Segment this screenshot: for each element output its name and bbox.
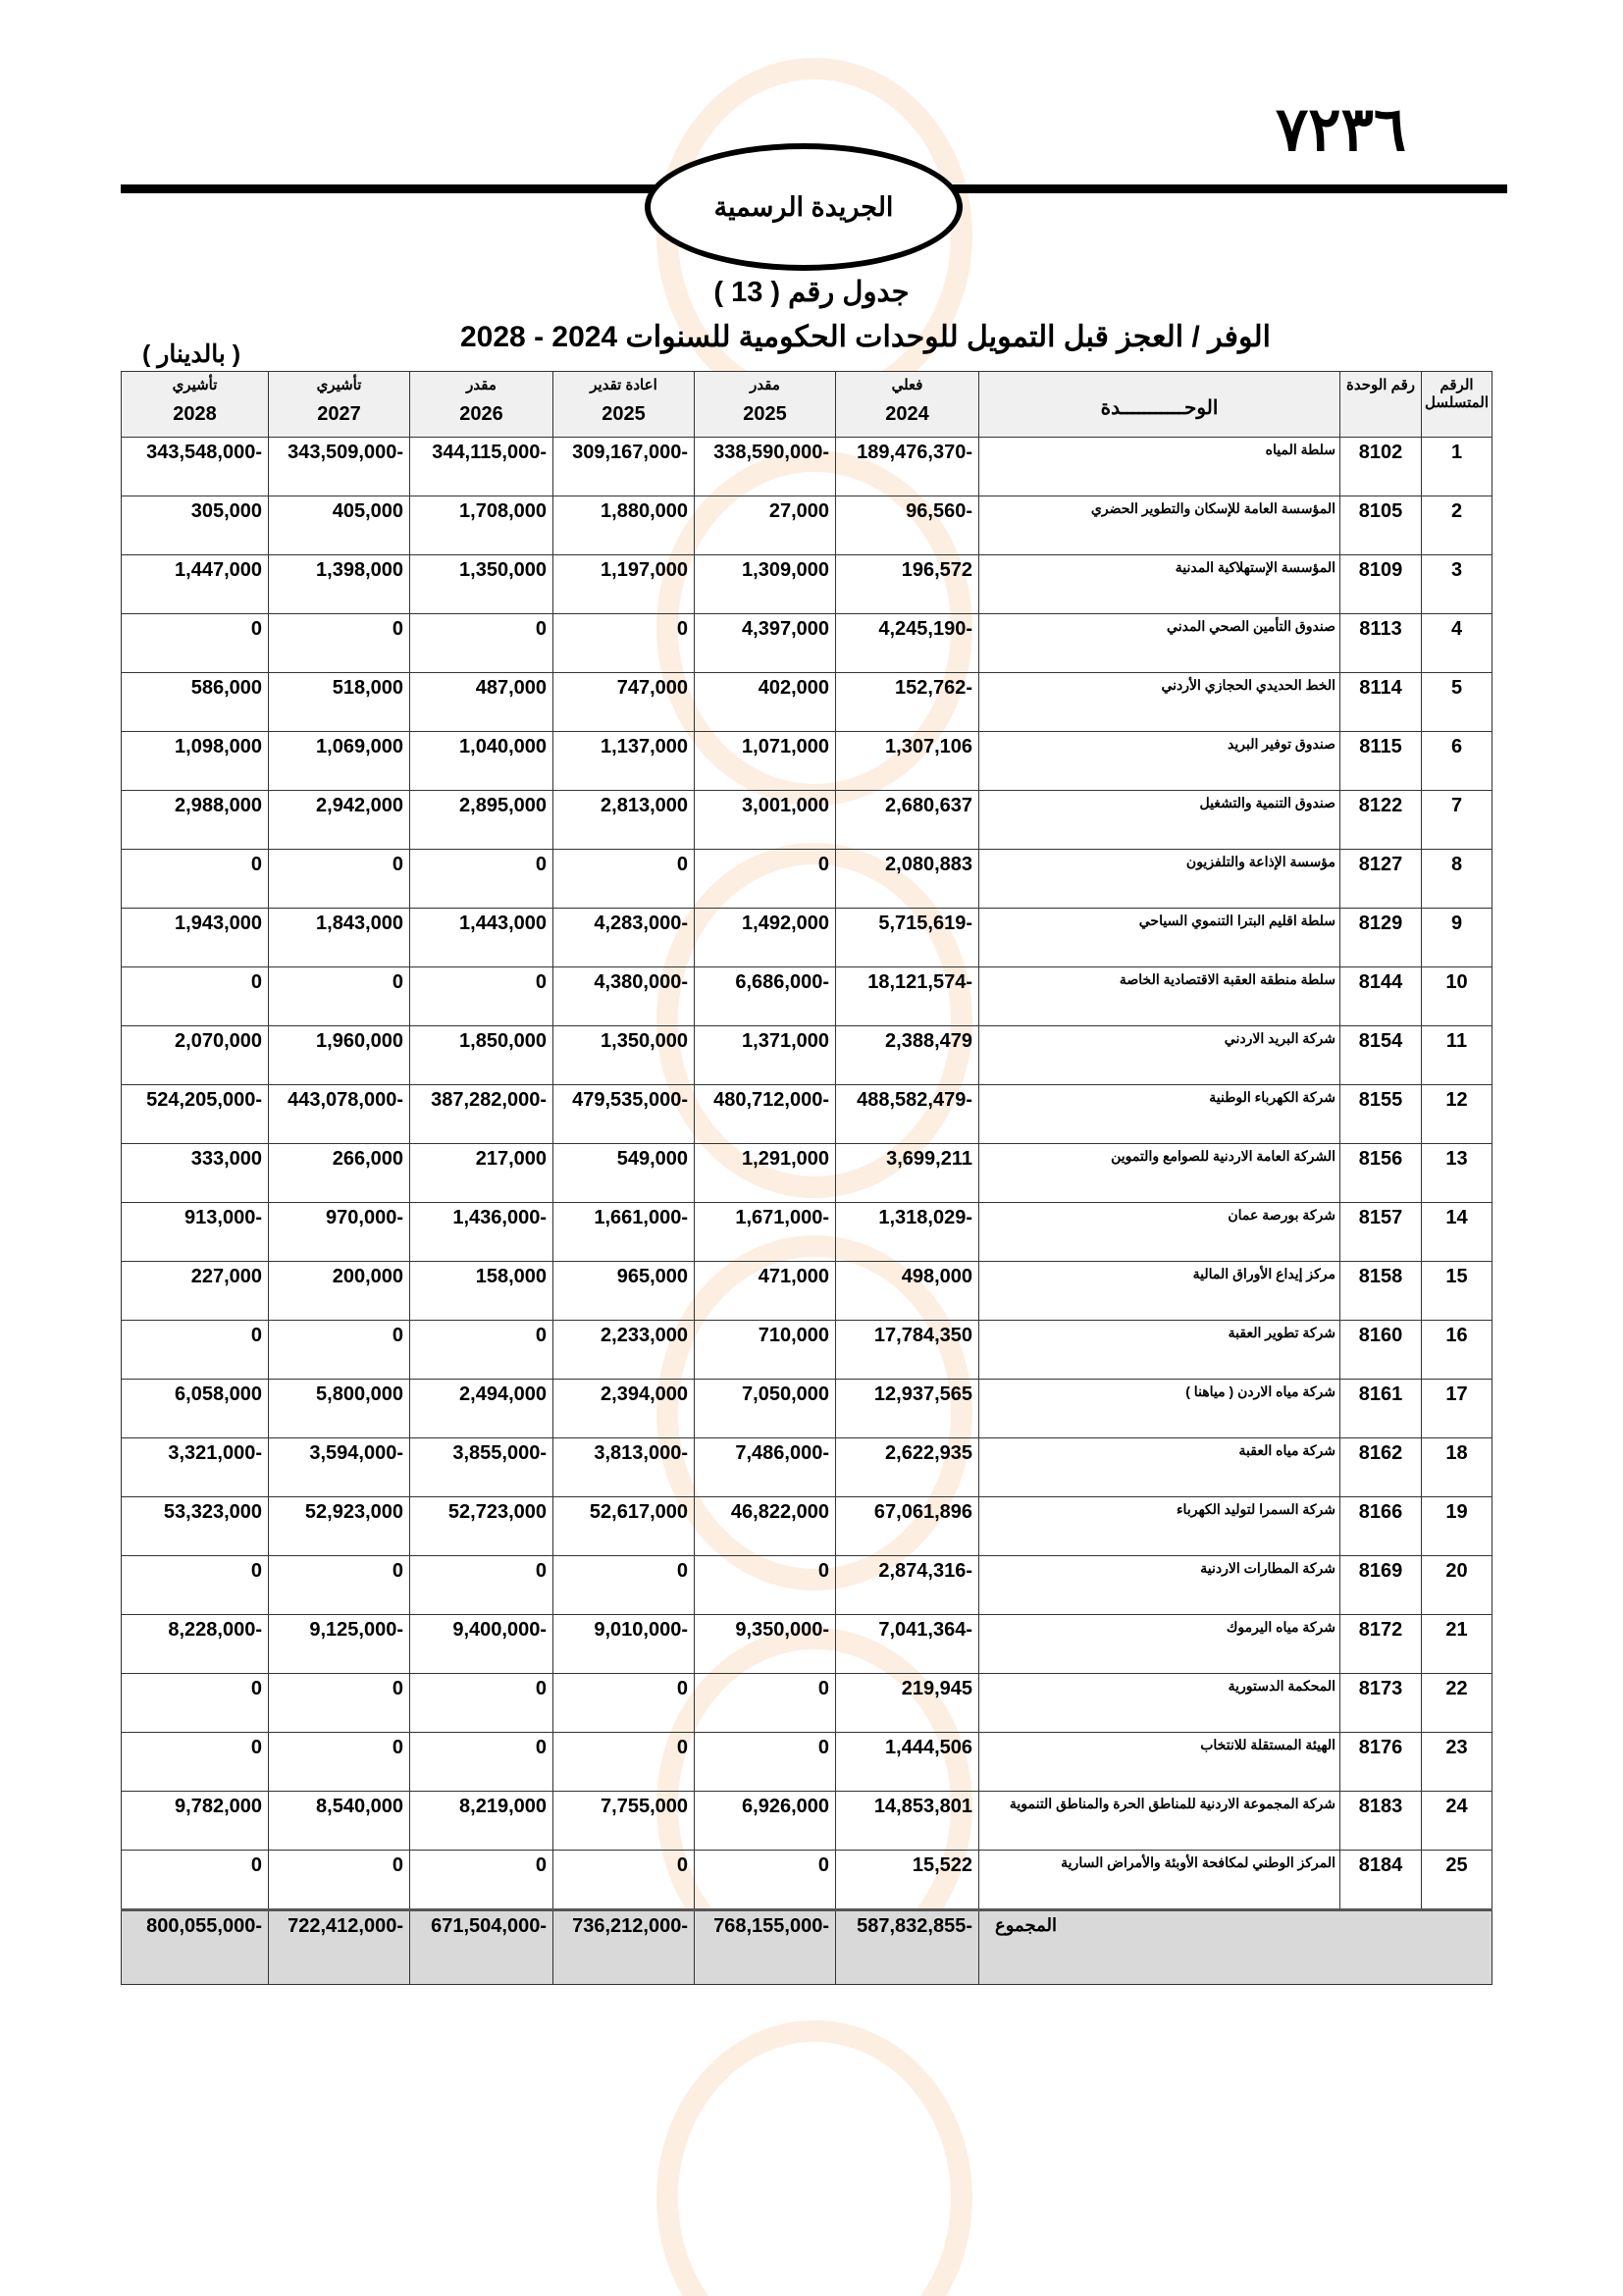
col-year: 2024 (885, 403, 929, 425)
unit-name-cell: شركة تطوير العقبة (979, 1321, 1340, 1380)
col-label: مقدر (466, 377, 497, 393)
unit-no-cell: 8161 (1340, 1380, 1422, 1438)
unit-no-cell: 8109 (1340, 555, 1422, 614)
unit-no-cell: 8156 (1340, 1144, 1422, 1203)
col-label: تأشيري (172, 377, 218, 393)
value-cell: 4,283,000- (553, 909, 695, 967)
serial-cell: 4 (1422, 614, 1492, 673)
value-cell: 52,723,000 (410, 1497, 553, 1556)
value-cell: 2,622,935 (836, 1438, 979, 1497)
value-cell: 0 (695, 1674, 836, 1733)
unit-name-cell: المحكمة الدستورية (979, 1674, 1340, 1733)
value-cell: 498,000 (836, 1262, 979, 1321)
value-cell: 0 (269, 1733, 410, 1792)
unit-name-cell: شركة المجموعة الاردنية للمناطق الحرة والمناطق التنموية (979, 1792, 1340, 1851)
total-value-cell: 736,212,000- (553, 1910, 695, 1985)
currency-note: ( بالدينار ) (142, 340, 241, 368)
table-row (122, 732, 1492, 791)
serial-cell: 15 (1422, 1262, 1492, 1321)
value-cell: 7,041,364- (836, 1615, 979, 1674)
value-cell: 387,282,000- (410, 1085, 553, 1144)
value-cell: 1,318,029- (836, 1203, 979, 1262)
table-row (122, 791, 1492, 850)
unit-no-cell: 8105 (1340, 496, 1422, 555)
value-cell: 488,582,479- (836, 1085, 979, 1144)
value-cell: 0 (269, 1321, 410, 1380)
serial-cell: 8 (1422, 850, 1492, 909)
value-cell: 1,436,000- (410, 1203, 553, 1262)
value-cell: 487,000 (410, 673, 553, 732)
value-cell: 0 (553, 850, 695, 909)
serial-cell: 21 (1422, 1615, 1492, 1674)
unit-no-cell: 8183 (1340, 1792, 1422, 1851)
value-cell: 1,843,000 (269, 909, 410, 967)
table-row (122, 1380, 1492, 1438)
value-cell: 12,937,565 (836, 1380, 979, 1438)
unit-name-cell: شركة المطارات الاردنية (979, 1556, 1340, 1615)
value-cell: 0 (410, 1674, 553, 1733)
unit-no-cell: 8166 (1340, 1497, 1422, 1556)
value-cell: 0 (269, 1674, 410, 1733)
value-cell: 0 (553, 1851, 695, 1910)
value-cell: 338,590,000- (695, 438, 836, 496)
value-cell: 6,058,000 (122, 1380, 269, 1438)
value-cell: 6,686,000- (695, 967, 836, 1026)
unit-no-cell: 8158 (1340, 1262, 1422, 1321)
value-cell: 0 (269, 967, 410, 1026)
table-row (122, 1674, 1492, 1733)
header-col-0 (836, 372, 979, 438)
serial-cell: 18 (1422, 1438, 1492, 1497)
header-unit-no (1340, 372, 1422, 438)
value-cell: 8,228,000- (122, 1615, 269, 1674)
col-year: 2027 (317, 403, 361, 425)
value-cell: 1,398,000 (269, 555, 410, 614)
unit-no-cell: 8114 (1340, 673, 1422, 732)
value-cell: 1,071,000 (695, 732, 836, 791)
value-cell: 333,000 (122, 1144, 269, 1203)
value-cell: 344,115,000- (410, 438, 553, 496)
table-row (122, 673, 1492, 732)
unit-no-cell: 8122 (1340, 791, 1422, 850)
table-row (122, 1733, 1492, 1792)
table-row (122, 1556, 1492, 1615)
unit-no-cell: 8169 (1340, 1556, 1422, 1615)
unit-name-cell: الشركة العامة الاردنية للصوامع والتموين (979, 1144, 1340, 1203)
value-cell: 1,291,000 (695, 1144, 836, 1203)
serial-cell: 12 (1422, 1085, 1492, 1144)
value-cell: 1,350,000 (410, 555, 553, 614)
value-cell: 96,560- (836, 496, 979, 555)
table-row (122, 438, 1492, 496)
col-year: 2025 (743, 403, 787, 425)
unit-no-cell: 8127 (1340, 850, 1422, 909)
serial-cell: 20 (1422, 1556, 1492, 1615)
serial-cell: 2 (1422, 496, 1492, 555)
value-cell: 4,245,190- (836, 614, 979, 673)
unit-no-cell: 8154 (1340, 1026, 1422, 1085)
table-row (122, 555, 1492, 614)
value-cell: 1,098,000 (122, 732, 269, 791)
value-cell: 219,945 (836, 1674, 979, 1733)
unit-name-cell: سلطة منطقة العقبة الاقتصادية الخاصة (979, 967, 1340, 1026)
table-row (122, 496, 1492, 555)
value-cell: 196,572 (836, 555, 979, 614)
value-cell: 9,350,000- (695, 1615, 836, 1674)
value-cell: 2,394,000 (553, 1380, 695, 1438)
value-cell: 158,000 (410, 1262, 553, 1321)
value-cell: 1,350,000 (553, 1026, 695, 1085)
value-cell: 0 (410, 1733, 553, 1792)
value-cell: 0 (122, 614, 269, 673)
total-blank-cell (1340, 1910, 1492, 1985)
value-cell: 7,755,000 (553, 1792, 695, 1851)
unit-name-cell: مؤسسة الإذاعة والتلفزيون (979, 850, 1340, 909)
total-row (122, 1910, 1492, 1985)
value-cell: 1,671,000- (695, 1203, 836, 1262)
value-cell: 0 (410, 1556, 553, 1615)
col-year: 2025 (602, 403, 646, 425)
value-cell: 0 (122, 1851, 269, 1910)
value-cell: 189,476,370- (836, 438, 979, 496)
value-cell: 305,000 (122, 496, 269, 555)
value-cell: 402,000 (695, 673, 836, 732)
unit-name-cell: صندوق التنمية والتشغيل (979, 791, 1340, 850)
serial-cell: 10 (1422, 967, 1492, 1026)
table-row (122, 967, 1492, 1026)
unit-no-cell: 8129 (1340, 909, 1422, 967)
value-cell: 2,233,000 (553, 1321, 695, 1380)
value-cell: 0 (410, 850, 553, 909)
masthead-title: الجريدة الرسمية (713, 191, 894, 222)
table-row (122, 1851, 1492, 1910)
serial-cell: 14 (1422, 1203, 1492, 1262)
value-cell: 1,661,000- (553, 1203, 695, 1262)
value-cell: 586,000 (122, 673, 269, 732)
value-cell: 0 (410, 1321, 553, 1380)
value-cell: 67,061,896 (836, 1497, 979, 1556)
unit-name-cell: سلطة المياه (979, 438, 1340, 496)
value-cell: 7,486,000- (695, 1438, 836, 1497)
value-cell: 1,371,000 (695, 1026, 836, 1085)
unit-no-cell: 8173 (1340, 1674, 1422, 1733)
table-row (122, 1497, 1492, 1556)
unit-name-cell: الهيئة المستقلة للانتخاب (979, 1733, 1340, 1792)
value-cell: 1,708,000 (410, 496, 553, 555)
deficit-table (121, 371, 1492, 1985)
value-cell: 0 (410, 967, 553, 1026)
value-cell: 2,942,000 (269, 791, 410, 850)
value-cell: 53,323,000 (122, 1497, 269, 1556)
value-cell: 152,762- (836, 673, 979, 732)
serial-cell: 22 (1422, 1674, 1492, 1733)
header-unit (979, 372, 1340, 438)
unit-name-cell: شركة السمرا لتوليد الكهرباء (979, 1497, 1340, 1556)
unit-no-cell: 8102 (1340, 438, 1422, 496)
value-cell: 1,943,000 (122, 909, 269, 967)
unit-no-cell: 8160 (1340, 1321, 1422, 1380)
header-serial-label: الرقم المتسلسل (1424, 377, 1490, 411)
value-cell: 3,699,211 (836, 1144, 979, 1203)
col-label: اعادة تقدير (590, 377, 657, 393)
value-cell: 2,070,000 (122, 1026, 269, 1085)
value-cell: 266,000 (269, 1144, 410, 1203)
unit-name-cell: المؤسسة الإستهلاكية المدنية (979, 555, 1340, 614)
value-cell: 1,309,000 (695, 555, 836, 614)
table-number: جدول رقم ( 13 ) (713, 277, 910, 308)
value-cell: 1,069,000 (269, 732, 410, 791)
table-row (122, 1321, 1492, 1380)
unit-no-cell: 8155 (1340, 1085, 1422, 1144)
value-cell: 549,000 (553, 1144, 695, 1203)
value-cell: 27,000 (695, 496, 836, 555)
value-cell: 480,712,000- (695, 1085, 836, 1144)
value-cell: 7,050,000 (695, 1380, 836, 1438)
table-row (122, 1026, 1492, 1085)
value-cell: 0 (553, 614, 695, 673)
value-cell: 9,125,000- (269, 1615, 410, 1674)
value-cell: 343,509,000- (269, 438, 410, 496)
header-col-1 (695, 372, 836, 438)
value-cell: 1,307,106 (836, 732, 979, 791)
unit-no-cell: 8176 (1340, 1733, 1422, 1792)
value-cell: 2,080,883 (836, 850, 979, 909)
value-cell: 46,822,000 (695, 1497, 836, 1556)
unit-no-cell: 8172 (1340, 1615, 1422, 1674)
value-cell: 970,000- (269, 1203, 410, 1262)
value-cell: 0 (269, 850, 410, 909)
value-cell: 0 (553, 1733, 695, 1792)
value-cell: 3,855,000- (410, 1438, 553, 1497)
serial-cell: 23 (1422, 1733, 1492, 1792)
unit-name-cell: صندوق التأمين الصحي المدني (979, 614, 1340, 673)
table-row (122, 614, 1492, 673)
unit-name-cell: سلطة اقليم البترا التنموي السياحي (979, 909, 1340, 967)
total-value-cell: 768,155,000- (695, 1910, 836, 1985)
value-cell: 8,540,000 (269, 1792, 410, 1851)
value-cell: 0 (269, 1556, 410, 1615)
unit-no-cell: 8115 (1340, 732, 1422, 791)
table-row (122, 1262, 1492, 1321)
value-cell: 9,400,000- (410, 1615, 553, 1674)
value-cell: 2,988,000 (122, 791, 269, 850)
value-cell: 3,321,000- (122, 1438, 269, 1497)
header-unit-no-label: رقم الوحدة (1345, 377, 1416, 393)
value-cell: 227,000 (122, 1262, 269, 1321)
value-cell: 443,078,000- (269, 1085, 410, 1144)
value-cell: 0 (122, 1321, 269, 1380)
value-cell: 1,447,000 (122, 555, 269, 614)
value-cell: 4,380,000- (553, 967, 695, 1026)
unit-no-cell: 8184 (1340, 1851, 1422, 1910)
value-cell: 52,617,000 (553, 1497, 695, 1556)
value-cell: 343,548,000- (122, 438, 269, 496)
unit-name-cell: مركز إيداع الأوراق المالية (979, 1262, 1340, 1321)
header-row (122, 372, 1492, 438)
serial-cell: 24 (1422, 1792, 1492, 1851)
page-number: ٧٢٣٦ (1276, 93, 1407, 165)
value-cell: 0 (122, 1674, 269, 1733)
value-cell: 0 (122, 1733, 269, 1792)
header-col-4 (269, 372, 410, 438)
value-cell: 1,040,000 (410, 732, 553, 791)
serial-cell: 16 (1422, 1321, 1492, 1380)
value-cell: 15,522 (836, 1851, 979, 1910)
total-value-cell: 587,832,855- (836, 1910, 979, 1985)
serial-cell: 19 (1422, 1497, 1492, 1556)
value-cell: 1,444,506 (836, 1733, 979, 1792)
serial-cell: 3 (1422, 555, 1492, 614)
value-cell: 0 (122, 850, 269, 909)
value-cell: 4,397,000 (695, 614, 836, 673)
serial-cell: 5 (1422, 673, 1492, 732)
value-cell: 0 (122, 1556, 269, 1615)
unit-name-cell: المركز الوطني لمكافحة الأوبئة والأمراض السارية (979, 1851, 1340, 1910)
value-cell: 0 (269, 614, 410, 673)
serial-cell: 17 (1422, 1380, 1492, 1438)
value-cell: 9,782,000 (122, 1792, 269, 1851)
serial-cell: 9 (1422, 909, 1492, 967)
value-cell: 1,492,000 (695, 909, 836, 967)
value-cell: 0 (695, 1556, 836, 1615)
value-cell: 3,001,000 (695, 791, 836, 850)
value-cell: 1,443,000 (410, 909, 553, 967)
serial-cell: 11 (1422, 1026, 1492, 1085)
table-row (122, 1438, 1492, 1497)
total-value-cell: 722,412,000- (269, 1910, 410, 1985)
col-year: 2026 (459, 403, 503, 425)
header-serial (1422, 372, 1492, 438)
value-cell: 479,535,000- (553, 1085, 695, 1144)
value-cell: 0 (410, 614, 553, 673)
value-cell: 9,010,000- (553, 1615, 695, 1674)
value-cell: 6,926,000 (695, 1792, 836, 1851)
value-cell: 217,000 (410, 1144, 553, 1203)
unit-name-cell: شركة البريد الاردني (979, 1026, 1340, 1085)
value-cell: 2,680,637 (836, 791, 979, 850)
value-cell: 0 (410, 1851, 553, 1910)
header-col-3 (410, 372, 553, 438)
value-cell: 2,874,316- (836, 1556, 979, 1615)
table-body (122, 438, 1492, 1985)
value-cell: 1,960,000 (269, 1026, 410, 1085)
header-unit-label: الوحـــــــــــدة (1100, 397, 1219, 419)
table-row (122, 1615, 1492, 1674)
value-cell: 0 (553, 1556, 695, 1615)
value-cell: 0 (695, 850, 836, 909)
total-value-cell: 800,055,000- (122, 1910, 269, 1985)
unit-name-cell: صندوق توفير البريد (979, 732, 1340, 791)
value-cell: 0 (695, 1851, 836, 1910)
serial-cell: 7 (1422, 791, 1492, 850)
value-cell: 3,813,000- (553, 1438, 695, 1497)
value-cell: 2,813,000 (553, 791, 695, 850)
serial-cell: 6 (1422, 732, 1492, 791)
value-cell: 200,000 (269, 1262, 410, 1321)
value-cell: 0 (122, 967, 269, 1026)
value-cell: 0 (553, 1674, 695, 1733)
unit-name-cell: شركة الكهرباء الوطنية (979, 1085, 1340, 1144)
unit-name-cell: الخط الحديدي الحجازي الأردني (979, 673, 1340, 732)
unit-name-cell: شركة مياه اليرموك (979, 1615, 1340, 1674)
table-row (122, 1085, 1492, 1144)
masthead-oval (645, 143, 963, 271)
value-cell: 2,895,000 (410, 791, 553, 850)
unit-no-cell: 8162 (1340, 1438, 1422, 1497)
value-cell: 710,000 (695, 1321, 836, 1380)
header-col-5 (122, 372, 269, 438)
value-cell: 405,000 (269, 496, 410, 555)
value-cell: 0 (269, 1851, 410, 1910)
value-cell: 14,853,801 (836, 1792, 979, 1851)
table-row (122, 1203, 1492, 1262)
value-cell: 5,800,000 (269, 1380, 410, 1438)
value-cell: 1,850,000 (410, 1026, 553, 1085)
serial-cell: 13 (1422, 1144, 1492, 1203)
value-cell: 309,167,000- (553, 438, 695, 496)
unit-name-cell: المؤسسة العامة للإسكان والتطوير الحضري (979, 496, 1340, 555)
col-label: فعلي (891, 377, 923, 393)
unit-name-cell: شركة مياه الاردن ( مياهنا ) (979, 1380, 1340, 1438)
value-cell: 8,219,000 (410, 1792, 553, 1851)
value-cell: 2,388,479 (836, 1026, 979, 1085)
total-label-cell: المجموع (979, 1910, 1340, 1985)
header-col-2 (553, 372, 695, 438)
value-cell: 747,000 (553, 673, 695, 732)
serial-cell: 1 (1422, 438, 1492, 496)
table-row (122, 909, 1492, 967)
table-row (122, 1792, 1492, 1851)
value-cell: 5,715,619- (836, 909, 979, 967)
col-label: مقدر (750, 377, 780, 393)
value-cell: 2,494,000 (410, 1380, 553, 1438)
unit-no-cell: 8144 (1340, 967, 1422, 1026)
unit-no-cell: 8157 (1340, 1203, 1422, 1262)
col-label: تأشيري (316, 377, 362, 393)
table-row (122, 850, 1492, 909)
table-row (122, 1144, 1492, 1203)
unit-name-cell: شركة مياه العقبة (979, 1438, 1340, 1497)
total-value-cell: 671,504,000- (410, 1910, 553, 1985)
table-title: الوفر / العجز قبل التمويل للوحدات الحكومية للسنوات 2024 - 2028 (460, 321, 1271, 353)
value-cell: 524,205,000- (122, 1085, 269, 1144)
value-cell: 1,137,000 (553, 732, 695, 791)
value-cell: 1,197,000 (553, 555, 695, 614)
value-cell: 1,880,000 (553, 496, 695, 555)
value-cell: 913,000- (122, 1203, 269, 1262)
value-cell: 0 (695, 1733, 836, 1792)
value-cell: 471,000 (695, 1262, 836, 1321)
value-cell: 18,121,574- (836, 967, 979, 1026)
value-cell: 965,000 (553, 1262, 695, 1321)
value-cell: 52,923,000 (269, 1497, 410, 1556)
col-year: 2028 (173, 403, 217, 425)
value-cell: 3,594,000- (269, 1438, 410, 1497)
serial-cell: 25 (1422, 1851, 1492, 1910)
value-cell: 17,784,350 (836, 1321, 979, 1380)
unit-no-cell: 8113 (1340, 614, 1422, 673)
unit-name-cell: شركة بورصة عمان (979, 1203, 1340, 1262)
value-cell: 518,000 (269, 673, 410, 732)
